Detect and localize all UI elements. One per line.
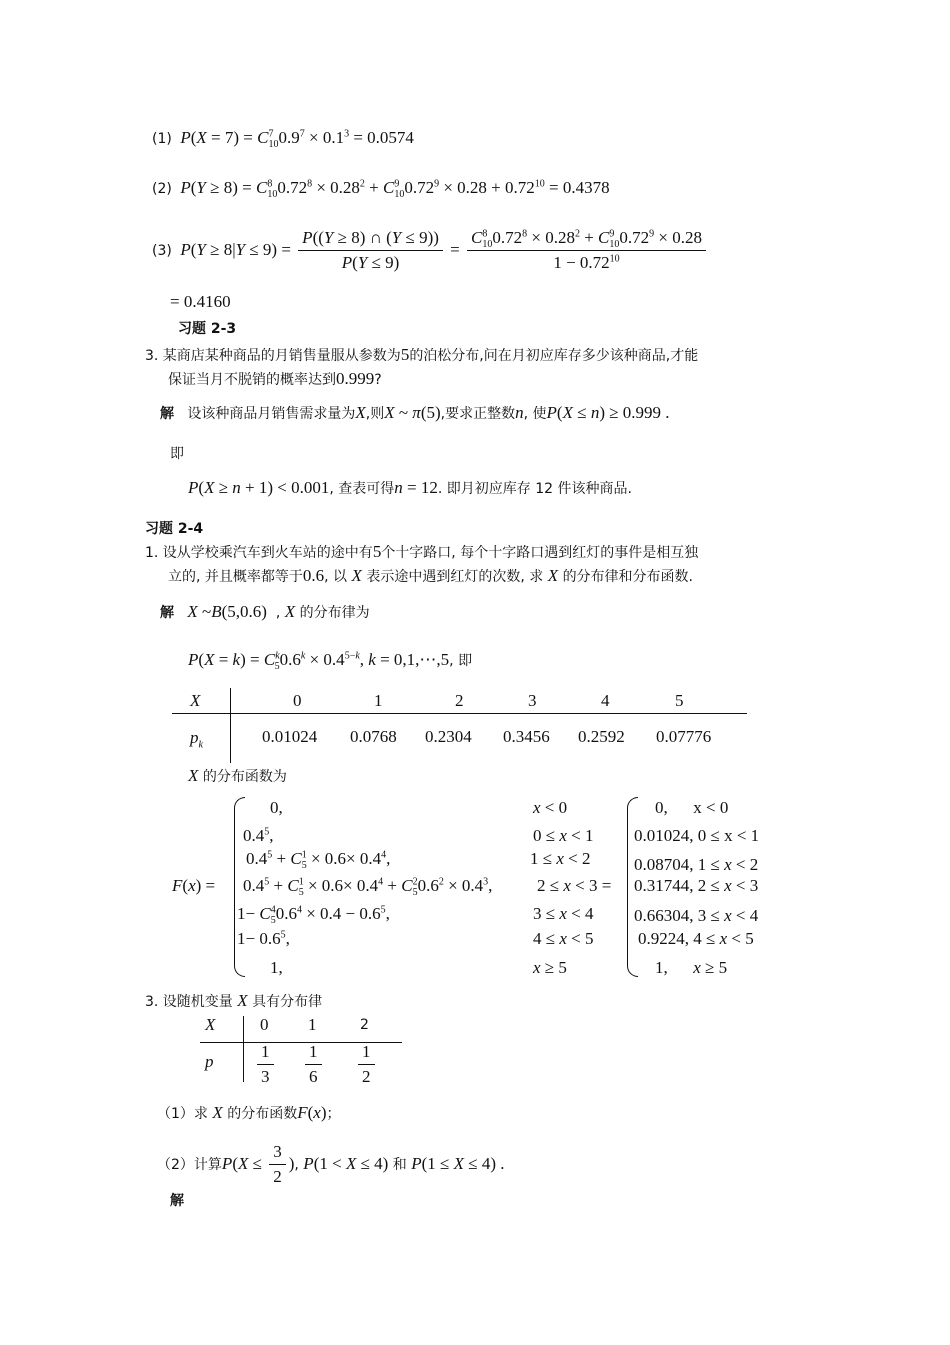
table-value-cell: 0.07776 [656,727,712,746]
table-value-cell: 0.3456 [503,727,550,746]
table-value-cell: 0.0768 [350,727,397,746]
question-1-line-1: 1. 设从学校乘汽车到火车站的途中有5个十字路口, 每个十字路口遇到红灯的事件是相互独 [145,542,699,561]
section-title-2-3: 习题 2-3 [178,321,237,337]
pmf-formula: $P(X = k) = C^k_50.6^k \times 0.4^{5-k}$, k = 0,1,⋯,5, 即 [188,650,473,673]
table-value-cell: $\frac{1}{3}$ [254,1042,277,1088]
table-header-cell: 4 [601,691,610,710]
table-header-cell: 2 [360,1017,369,1033]
solution-2-3-line-3: P(X ≥ n + 1) < 0.001, 查表可得n = 12. 即月初应库存 12 件该种商品. [188,478,632,497]
solution-2-3-line-1: 解 设该种商品月销售需求量为X,则X ~ π(5),要求正整数n, 使P(X ≤ n) ≥ 0.999 . [160,403,670,422]
eq-line-3: (3) P(Y ≥ 8|Y ≤ 9) = $\frac{P((Y \ge 8) \cap (Y \le 9))}{P(Y \le 9)}$ = $\frac{C^8_{10}0.72^8 \times 0.28^2 + C^9_{10}0.72^9 \times 0.28}{1 - 0.72^{10}}$ [152,228,709,274]
table-header-cell: 1 [308,1015,317,1034]
cdf-intro: X 的分布函数为 [188,766,287,785]
table-value-cell: 0.01024 [262,727,318,746]
table-header-cell: 3 [528,691,537,710]
solution-label: 解 [160,605,174,621]
question-3b-item-1: （1）求 X 的分布函数F(x)； [157,1103,341,1122]
question-3b-line-1: 3. 设随机变量 X 具有分布律 [145,991,323,1010]
table-header-cell: 0 [293,691,302,710]
eq-label-1: (1) [152,131,172,147]
table-header-cell: X [190,691,201,710]
solution-label-q3: 解 [170,1193,184,1209]
table-header-cell: X [205,1015,216,1034]
eq-line-2: (2) $P(Y \ge 8) = C^8_{10}0.72^8 \times 0.28^2 + C^9_{10}0.72^9 \times 0.28 + 0.72^{10} = 0.4378$ [152,178,610,201]
solution-ji: 即 [170,446,184,462]
eq-label-2: (2) [152,181,172,197]
table-header-cell: 1 [374,691,383,710]
question-3b-item-2: （2）计算P(X ≤ $\frac{3}{2}$ ), P(1 < X ≤ 4) 和 P(1 ≤ X ≤ 4) . [157,1142,505,1187]
table-value-cell: $\frac{1}{2}$ [355,1042,378,1088]
table-header-cell: 0 [260,1015,269,1034]
eq-line-1: (1) $P(X = 7) = C^7_{10}0.9^7 \times 0.1^3 = 0.0574$ [152,128,414,151]
table-value-cell: 0.2592 [578,727,625,746]
table-row-label: p [205,1052,214,1071]
question-3-line-1: 3. 某商店某种商品的月销售量服从参数为5的泊松分布,问在月初应库存多少该种商品,才能 [145,345,699,364]
solution-label: 解 [160,406,174,422]
section-title-2-4: 习题 2-4 [145,521,204,537]
solution-2-4-line-1: 解 X ~B(5,0.6) , X 的分布律为 [160,602,370,621]
question-1-line-2: 立的, 并且概率都等于0.6, 以 X 表示途中遇到红灯的次数, 求 X 的分布律和分布函数. [168,566,694,585]
table-header-cell: 5 [675,691,684,710]
cdf-lhs: F(x) = [172,876,216,895]
eq-label-3: (3) [152,242,172,259]
table-header-cell: 2 [455,691,464,710]
table-row-label: $p_k$ [190,728,203,751]
eq-line-3-result: = 0.4160 [170,292,231,311]
table-value-cell: $\frac{1}{6}$ [302,1042,325,1088]
question-3-line-2: 保证当月不脱销的概率达到0.999? [168,369,382,388]
table-value-cell: 0.2304 [425,727,472,746]
